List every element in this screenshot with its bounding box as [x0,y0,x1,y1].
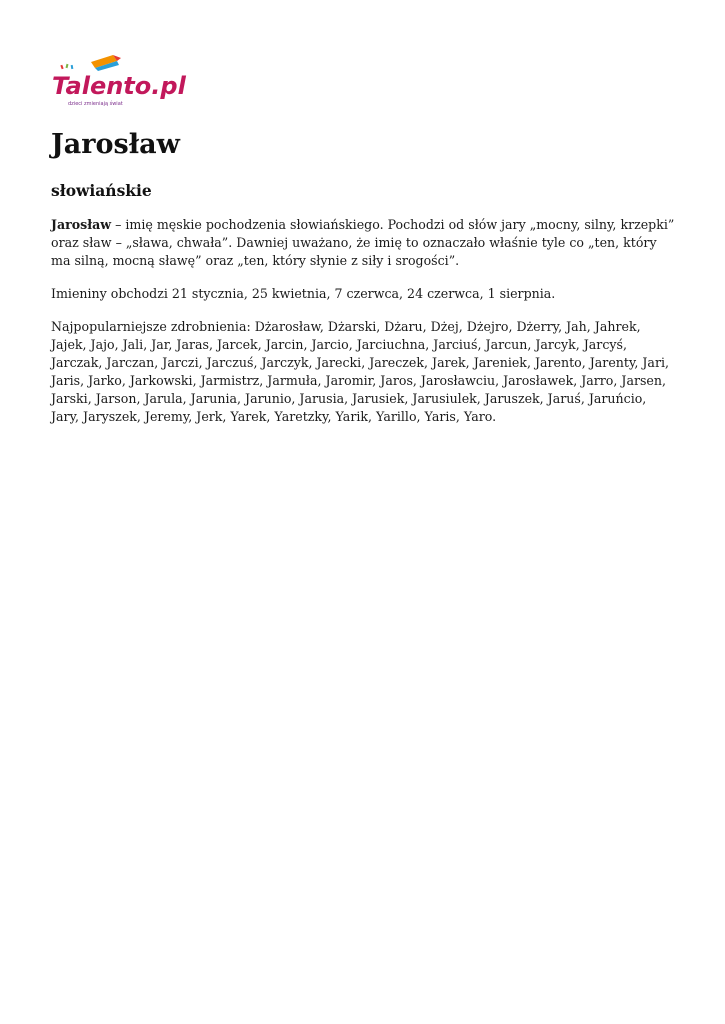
diminutives-paragraph: Najpopularniejsze zdrobnienia: Dżarosław, Dżarski, Dżaru, Dżej, Dżejro, Dżerry, Jah, Jahrek, Jajek, Jajo, Jali, Jar, Jaras, Jarcek, Jarcin, Jarcio, Jarciuchna, Jarciuś, Jarcun, Jarcyk, Jarcyś, Jarczak, Jarczan, Jarczi, Jarczuś, Jarczyk, Jarecki, Jareczek, Jarek, Jareniek, Jarento, Jarenty, Jari, Jaris, Jarko, Jarkowski, Jarmistrz, Jarmuła, Jaromir, Jaros, Jarosławciu, Jarosławek, Jarro, Jarsen, Jarski, Jarson, Jarula, Jarunia, Jarunio, Jarusia, Jarusiek, Jarusiulek, Jaruszek, Jaruś, Jaruńcio, Jary, Jaryszek, Jeremy, Jerk, Yarek, Yaretzky, Yarik, Yarillo, Yaris, Yaro. [51,319,669,424]
talento-logo[interactable] [51,52,186,108]
confetti-red-icon [60,65,63,69]
confetti-blue-icon [71,65,74,69]
confetti-green-icon [66,64,69,68]
name-days-paragraph: Imieniny obchodzi 21 stycznia, 25 kwietnia, 7 czerwca, 24 czerwca, 1 sierpnia. [51,286,556,301]
logo-tagline: dzieci zmieniają świat [68,101,123,107]
talento-logo-graphic [51,52,186,108]
intro-text: – imię męskie pochodzenia słowiańskiego. Pochodzi od słów jary „mocny, silny, krzepki” oraz sław – „sława, chwała”. Dawniej uważano, że imię to oznaczało właśnie tyle co „ten, który ma silną, mocną sławę” oraz „ten, który słynie z siły i srogości”. [51,217,675,268]
intro-paragraph [51,216,677,270]
page-title: Jarosław [51,129,180,160]
logo-wordmark: Talento.pl [52,72,186,100]
name-origin-heading: słowiańskie [51,181,152,200]
intro-name: Jarosław [51,217,112,232]
